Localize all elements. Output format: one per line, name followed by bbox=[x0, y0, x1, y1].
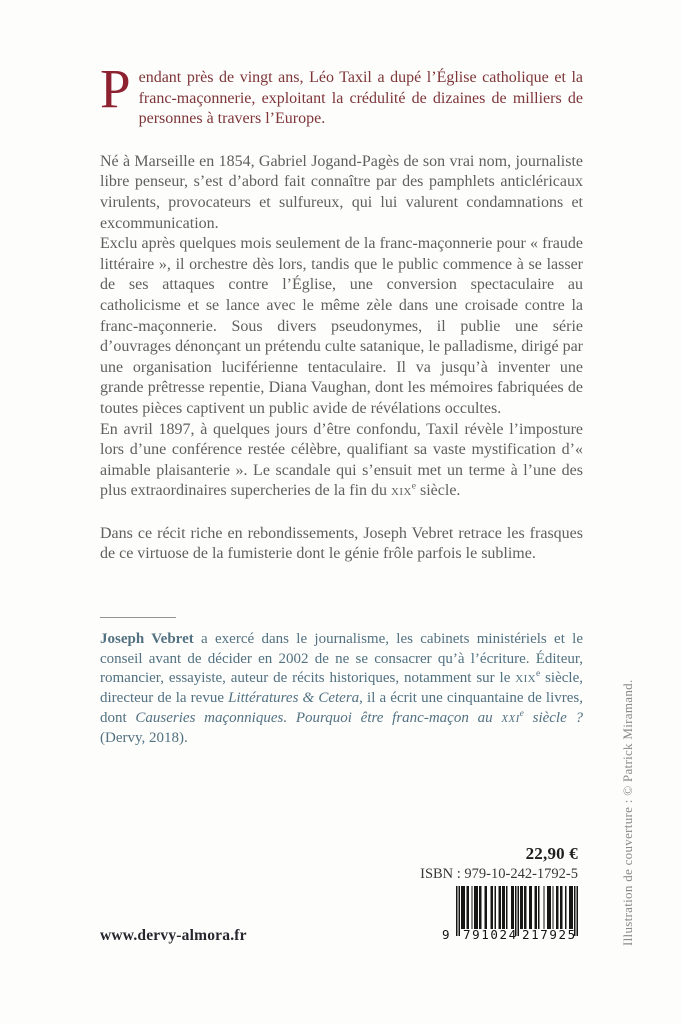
synopsis-paragraph: Né à Marseille en 1854, Gabriel Jogand-Pagès de son vrai nom, journaliste libre penseur, s’est d’abord fait connaître par des pamphlets anticléricaux virulents, provocateurs et sulfureux, qui lui valurent condamnations et excommunication. bbox=[100, 152, 583, 232]
price: 22,90 € bbox=[525, 844, 578, 863]
synopsis-paragraph: Exclu après quelques mois seulement de la franc-maçonnerie pour « fraude littéraire », il orchestre dès lors, tandis que le public commence à se lasser de ses attaques contre l’Église, une conversion spectaculaire au catholicisme et se lance avec le même zèle dans une croisade contre la franc-maçonnerie. Sous divers pseudonymes, il publie une série d’ouvrages dénonçant un prétendu culte satanique, le palladisme, dirigé par une organisation luciférienne tentaculaire. Il va jusqu’à inventer une grande prêtresse repentie, Diana Vaughan, dont les mémoires fabriquées de toutes pièces captivent un public avide de révélations occultes. bbox=[100, 235, 583, 417]
text-column bbox=[100, 58, 584, 748]
publisher-website-url: www.dervy-almora.fr bbox=[100, 927, 247, 944]
ean-barcode bbox=[442, 886, 578, 944]
barcode-digits: 9 bbox=[442, 927, 450, 942]
drop-cap: P bbox=[100, 58, 131, 119]
revue-title: Littératures & Cetera bbox=[228, 690, 360, 707]
ordinal-superscript: e bbox=[536, 669, 541, 680]
section-divider bbox=[100, 617, 176, 618]
ordinal-superscript: e bbox=[519, 708, 524, 719]
ordinal-superscript: e bbox=[411, 481, 416, 492]
barcode-digits: 217925 bbox=[522, 927, 577, 942]
synopsis-intro-text: endant près de vingt ans, Léo Taxil a dupé l’Église catholique et la franc-maçonnerie, exploitant la crédulité de dizaines de milliers de personnes à travers l’Europe. bbox=[138, 69, 583, 128]
synopsis-paragraph: En avril 1897, à quelques jours d’être confondu, Taxil révèle l’imposture lors d’une conférence restée célèbre, qualifiant sa vaste mystification d’« aimable plaisanterie ». Le scandale qui s’ensuit met un terme à l’une des plus extraordinaires supercheries de la fin du xix$^e$ siècle. bbox=[100, 420, 583, 500]
century-smallcaps: xix bbox=[391, 482, 412, 500]
barcode-digits: 791024 bbox=[463, 927, 518, 942]
author-bio: Joseph Vebret a exercé dans le journalisme, les cabinets ministériels et le conseil avant de décider en 2002 de ne se consacrer qu’à l’écriture. Éditeur, romancier, essayiste, auteur de récits historiques, notamment sur le xix$^e$ siècle, directeur de la revue Littératures & Cetera, il a écrit une cinquantaine de livres, dont Causeries maçonniques. Pourquoi être franc-maçon au xxi$^e$ siècle ? (Dervy, 2018). bbox=[100, 631, 584, 746]
isbn: ISBN : 979-10-242-1792-5 bbox=[420, 866, 578, 882]
book-title: Causeries maçonniques. Pourquoi être franc-maçon au bbox=[135, 709, 502, 726]
cover-illustration-credit: Illustration de couverture : © Patrick Miramand. bbox=[620, 679, 635, 946]
synopsis-intro bbox=[100, 58, 583, 130]
century-smallcaps: xxi bbox=[501, 709, 520, 726]
synopsis-closing: Dans ce récit riche en rebondissements, Joseph Vebret retrace les frasques de ce virtuose de la fumisterie dont le génie frôle parfois le sublime. bbox=[100, 524, 583, 563]
century-smallcaps: xix bbox=[515, 670, 536, 687]
author-name: Joseph Vebret bbox=[100, 631, 194, 648]
